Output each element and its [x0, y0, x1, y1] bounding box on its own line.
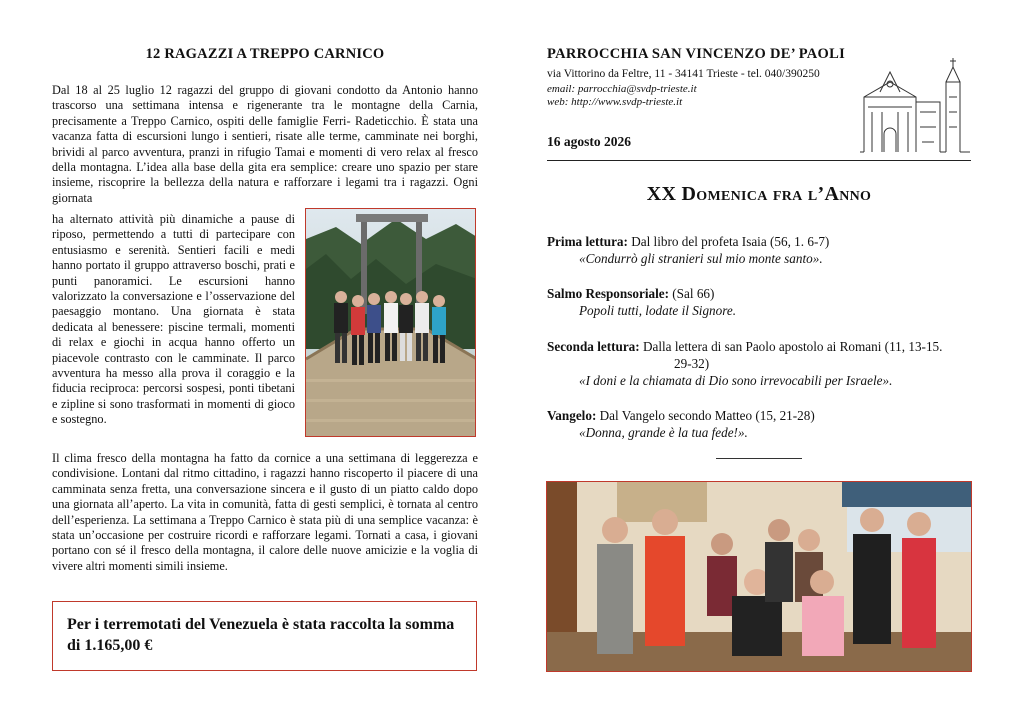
reading-quote: «Donna, grande è la tua fede!».	[579, 425, 748, 440]
reading-label: Vangelo:	[547, 408, 597, 423]
donation-notice: Per i terremotati del Venezuela è stata raccolta la somma di 1.165,00 €	[52, 601, 477, 671]
parish-web: web: http://www.svdp-trieste.it	[547, 96, 683, 108]
header-divider	[547, 160, 971, 161]
section-divider	[716, 458, 802, 459]
reading-quote: «I doni e la chiamata di Dio sono irrevocabili per Israele».	[579, 373, 893, 388]
article-title: 12 RAGAZZI A TREPPO CARNICO	[145, 46, 385, 62]
liturgical-sunday-title: XX Domenica fra l’Anno	[646, 183, 872, 205]
reading-source: Dalla lettera di san Paolo apostolo ai Romani (11, 13-15.	[642, 339, 943, 354]
church-sketch-icon	[860, 52, 972, 154]
reading-label: Salmo Responsoriale:	[547, 286, 669, 301]
article-paragraph-1: Dal 18 al 25 luglio 12 ragazzi del gruppo di giovani condotto da Antonio hanno trascorso una settimana intensa e rigenerante tra le montagne della Carnia, precisamente a Treppo Carnico, ospiti delle famiglie Ferri- Radeticchio. È stata una vacanza fatta di escursioni lungo i sentieri, risate alle terme, camminate nei borghi, brividi al parco avventura, pranzi in rifugio Tamai e momenti di vero relax al fresco della montagna. L’idea alla base della gita era semplice: creare uno spazio per stare insieme, riscoprire la bellezza della natura e rafforzare i legami tra i ragazzi. Ogni giornata	[52, 83, 478, 205]
issue-date: 16 agosto 2026	[547, 134, 631, 149]
reading-label: Prima lettura:	[547, 234, 628, 249]
article-paragraph-3: Il clima fresco della montagna ha fatto da cornice a una settimana di leggerezza e condivisione. Lontani dal ritmo cittadino, i ragazzi hanno riscoperto il piacere di una camminata senza fretta, una conversazione sincera e il gusto di un piatto caldo dopo una giornata all’aperto. La vita in comunità, fatta di gesti semplici, è tornata al centro dell’esperienza. La settimana a Treppo Carnico è stata più di una semplice vacanza: è stata un’occasione per costruire ricordi e rafforzare legami. Tornati a casa, i giovani portano con sé il fresco della montagna, il calore delle nuove amicizie e la voglia di vivere altri momenti simili insieme.	[52, 451, 478, 573]
reading-quote: «Condurrò gli stranieri sul mio monte santo».	[579, 251, 823, 266]
reading-source: Dal Vangelo secondo Matteo (15, 21-28)	[599, 408, 815, 423]
photo-group-indoor	[546, 481, 972, 672]
reading-source-continued: 29-32)	[674, 356, 710, 371]
parish-address: via Vittorino da Feltre, 11 - 34141 Trieste - tel. 040/390250	[547, 68, 820, 80]
reading-psalm	[547, 285, 973, 319]
reading-source: Dal libro del profeta Isaia (56, 1. 6-7)	[631, 234, 830, 249]
reading-first	[547, 233, 973, 267]
reading-second	[547, 338, 973, 389]
parish-name: PARROCCHIA SAN VINCENZO DE’ PAOLI	[547, 46, 846, 62]
reading-source: (Sal 66)	[672, 286, 715, 301]
reading-quote: Popoli tutti, lodate il Signore.	[579, 303, 737, 318]
parish-email: email: parrocchia@svdp-trieste.it	[547, 83, 697, 95]
reading-gospel	[547, 407, 973, 441]
reading-label: Seconda lettura:	[547, 339, 640, 354]
article-paragraph-2: ha alternato attività più dinamiche a pause di riposo, permettendo a tutti di partecipare con entusiasmo e serenità. Sentieri facili e medi hanno portato il gruppo attraverso boschi, prati e punti panoramici. Le escursioni hanno valorizzato la conversazione e l’osservazione del paesaggio montano. Una giornata è stata dedicata al benessere: piscine termali, momenti di relax e giochi in acqua hanno offerto un piacevole contrasto con le camminate. Il parco avventura ha messo alla prova il coraggio e la fiducia reciproca: percorsi sospesi, ponti tibetani e zipline si sono trasformati in momenti di gioco e sostegno.	[52, 212, 295, 427]
photo-group-on-bridge	[305, 208, 476, 437]
